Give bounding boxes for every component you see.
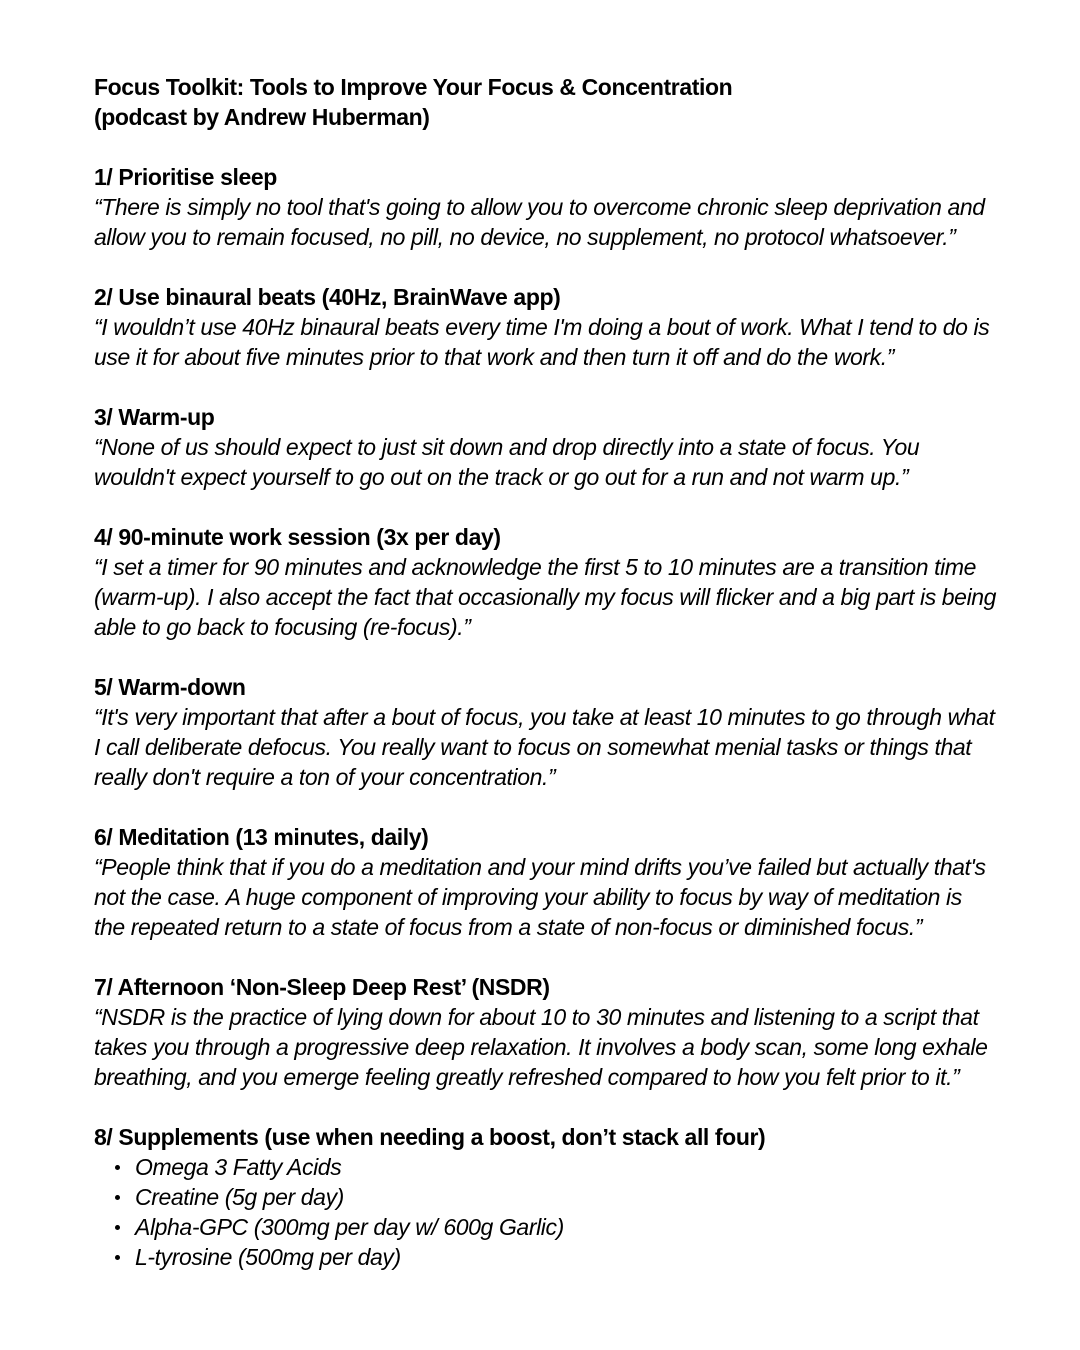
section-meditation — [94, 822, 994, 942]
quote-line: breathing, and you emerge feeling greatly refreshed compared to how you felt prior to it.” — [94, 1064, 960, 1090]
quote-line: “I wouldn’t use 40Hz binaural beats every time I'm doing a bout of work. What I tend to do is — [94, 314, 990, 340]
section-heading: 1/ Prioritise sleep — [94, 164, 277, 190]
quote-line: “People think that if you do a meditation and your mind drifts you’ve failed but actually that's — [94, 854, 986, 880]
quote-line: “I set a timer for 90 minutes and acknowledge the first 5 to 10 minutes are a transition time — [94, 554, 976, 580]
section-heading: 5/ Warm-down — [94, 674, 246, 700]
quote-line: “None of us should expect to just sit down and drop directly into a state of focus. You — [94, 434, 920, 460]
document-page — [94, 72, 997, 1272]
quote-line: takes you through a progressive deep relaxation. It involves a body scan, some long exhale — [94, 1034, 988, 1060]
list-item — [94, 1182, 994, 1212]
list-item — [94, 1212, 994, 1242]
quote-line: able to go back to focusing (re-focus).” — [94, 614, 471, 640]
bullet-icon — [115, 1195, 120, 1200]
document-title — [94, 72, 994, 132]
quote-line: wouldn't expect yourself to go out on the track or go out for a run and not warm up.” — [94, 464, 909, 490]
section-warm-up — [94, 402, 994, 492]
list-item-label: Alpha-GPC (300mg per day w/ 600g Garlic) — [135, 1214, 564, 1240]
section-heading: 2/ Use binaural beats (40Hz, BrainWave app) — [94, 284, 561, 310]
quote-line: allow you to remain focused, no pill, no device, no supplement, no protocol whatsoever.” — [94, 224, 956, 250]
quote-line: really don't require a ton of your concentration.” — [94, 764, 556, 790]
list-item — [94, 1152, 994, 1182]
title-line-1: Focus Toolkit: Tools to Improve Your Focus & Concentration — [94, 74, 733, 100]
quote-line: “There is simply no tool that's going to allow you to overcome chronic sleep deprivation and — [94, 194, 985, 220]
quote-line: “NSDR is the practice of lying down for about 10 to 30 minutes and listening to a script that — [94, 1004, 979, 1030]
bullet-icon — [115, 1255, 120, 1260]
supplements-list — [94, 1152, 994, 1272]
section-prioritise-sleep — [94, 162, 994, 252]
quote-line: not the case. A huge component of improving your ability to focus by way of meditation is — [94, 884, 962, 910]
section-heading: 8/ Supplements (use when needing a boost, don’t stack all four) — [94, 1124, 766, 1150]
section-supplements — [94, 1122, 994, 1272]
section-heading: 7/ Afternoon ‘Non-Sleep Deep Rest’ (NSDR) — [94, 974, 550, 1000]
quote-line: I call deliberate defocus. You really want to focus on somewhat menial tasks or things that — [94, 734, 972, 760]
quote-line: the repeated return to a state of focus from a state of non-focus or diminished focus.” — [94, 914, 923, 940]
list-item-label: L-tyrosine (500mg per day) — [135, 1244, 401, 1270]
list-item — [94, 1242, 994, 1272]
title-line-2: (podcast by Andrew Huberman) — [94, 104, 430, 130]
section-work-session — [94, 522, 997, 642]
list-item-label: Omega 3 Fatty Acids — [135, 1154, 342, 1180]
quote-line: (warm-up). I also accept the fact that occasionally my focus will flicker and a big part is being — [94, 584, 997, 610]
section-heading: 4/ 90-minute work session (3x per day) — [94, 524, 501, 550]
list-item-label: Creatine (5g per day) — [135, 1184, 344, 1210]
quote-line: use it for about five minutes prior to that work and then turn it off and do the work.” — [94, 344, 895, 370]
section-heading: 3/ Warm-up — [94, 404, 215, 430]
bullet-icon — [115, 1225, 120, 1230]
section-heading: 6/ Meditation (13 minutes, daily) — [94, 824, 429, 850]
bullet-icon — [115, 1165, 120, 1170]
section-binaural-beats — [94, 282, 994, 372]
section-nsdr — [94, 972, 994, 1092]
quote-line: “It's very important that after a bout of focus, you take at least 10 minutes to go through what — [94, 704, 995, 730]
section-warm-down — [94, 672, 994, 792]
